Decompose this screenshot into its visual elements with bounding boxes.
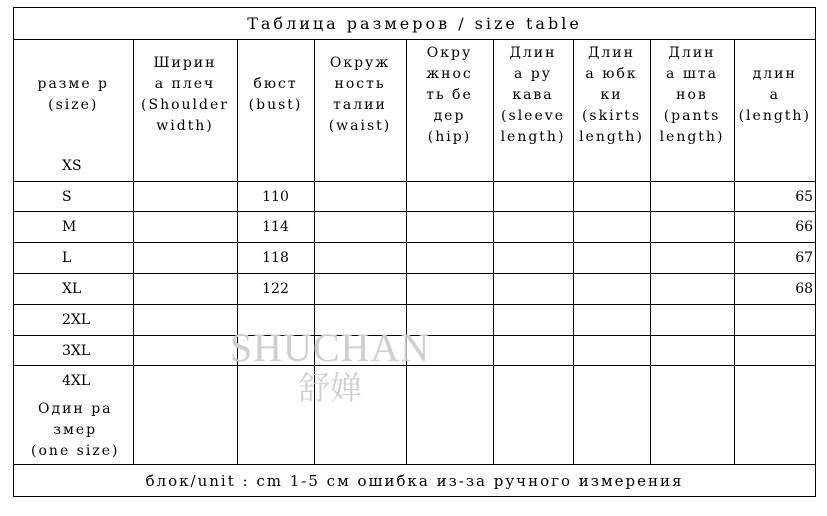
empty-cell [314,304,406,335]
table-row [14,304,815,335]
header-cell-0: разме р (size) [14,39,133,150]
size-cell: S [14,181,133,212]
bust-cell: 114 [237,212,314,243]
empty-cell [406,151,493,181]
header-cell-6: Длин а юбк ки (skirts length) [573,39,650,150]
empty-cell [493,304,573,335]
empty-cell [406,181,493,212]
length-cell: 65 [734,181,815,212]
header-cell-2: бюст (bust) [237,39,314,150]
empty-cell [406,243,493,274]
length-cell: 68 [734,274,815,305]
empty-cell [650,212,734,243]
empty-cell [133,181,237,212]
table-title: Таблица размеров / size table [14,8,815,39]
empty-cell [493,243,573,274]
size-cell: 3XL [14,335,133,366]
empty-cell [573,335,650,366]
empty-cell [314,212,406,243]
empty-cell [650,274,734,305]
empty-cell [493,274,573,305]
empty-cell [650,335,734,366]
length-cell: 67 [734,243,815,274]
empty-cell [573,151,650,181]
empty-cell [133,335,237,366]
empty-cell [493,366,573,396]
bust-cell: 122 [237,274,314,305]
length-cell [734,366,815,396]
size-cell: 2XL [14,304,133,335]
empty-cell [650,151,734,181]
empty-cell [133,243,237,274]
header-cell-7: Длин а шта нов (pants length) [650,39,734,150]
table-row [14,151,815,181]
empty-cell [573,366,650,396]
empty-cell [650,181,734,212]
bust-cell [237,151,314,181]
bust-cell [237,366,314,396]
bust-cell [237,304,314,335]
size-table-frame [13,7,816,497]
length-cell: 66 [734,212,815,243]
bust-cell: 110 [237,181,314,212]
header-cell-4: Окру жнос ть бе дер (hip) [406,39,493,150]
size-table [14,8,815,496]
bust-cell: 118 [237,243,314,274]
empty-cell [314,151,406,181]
header-cell-3: Окруж ность талии (waist) [314,39,406,150]
empty-cell [133,304,237,335]
empty-cell [406,366,493,396]
empty-cell [314,274,406,305]
empty-cell [573,274,650,305]
empty-cell [406,304,493,335]
unit-note: блок/unit : cm 1-5 см ошибка из-за ручного измерения [14,465,815,496]
size-cell: XL [14,274,133,305]
empty-cell [650,304,734,335]
size-cell: 4XL [14,366,133,396]
table-row [14,181,815,212]
size-cell: XS [14,151,133,181]
header-cell-5: Длин а ру кава (sleeve length) [493,39,573,150]
empty-cell [493,335,573,366]
empty-cell [314,243,406,274]
empty-cell [573,181,650,212]
empty-cell [650,366,734,396]
empty-cell [406,335,493,366]
header-row [14,39,815,150]
empty-cell [573,304,650,335]
empty-cell [314,335,406,366]
empty-cell [133,212,237,243]
table-row [14,335,815,366]
empty-cell [493,151,573,181]
table-row [14,212,815,243]
header-cell-8: длин а (length) [734,39,815,150]
empty-cell [406,274,493,305]
one-size-label: Один ра змер (one size) [14,396,133,464]
table-row [14,366,815,396]
empty-cell [573,243,650,274]
empty-cell [573,212,650,243]
size-cell: M [14,212,133,243]
watermark-cn: 舒婵 [297,369,362,407]
table-row [14,274,815,305]
bust-cell [237,335,314,366]
watermark-en: SHUCHAN [229,325,431,370]
header-cell-1: Ширин а плеч (Shoulder width) [133,39,237,150]
length-cell [734,335,815,366]
empty-cell [314,181,406,212]
empty-cell [314,366,406,396]
empty-cell [493,181,573,212]
length-cell [734,304,815,335]
empty-cell [650,243,734,274]
empty-cell [133,366,237,396]
empty-cell [133,151,237,181]
size-cell: L [14,243,133,274]
empty-cell [406,212,493,243]
table-row [14,243,815,274]
empty-cell [493,212,573,243]
one-size-row [14,396,815,464]
length-cell [734,151,815,181]
empty-cell [133,274,237,305]
